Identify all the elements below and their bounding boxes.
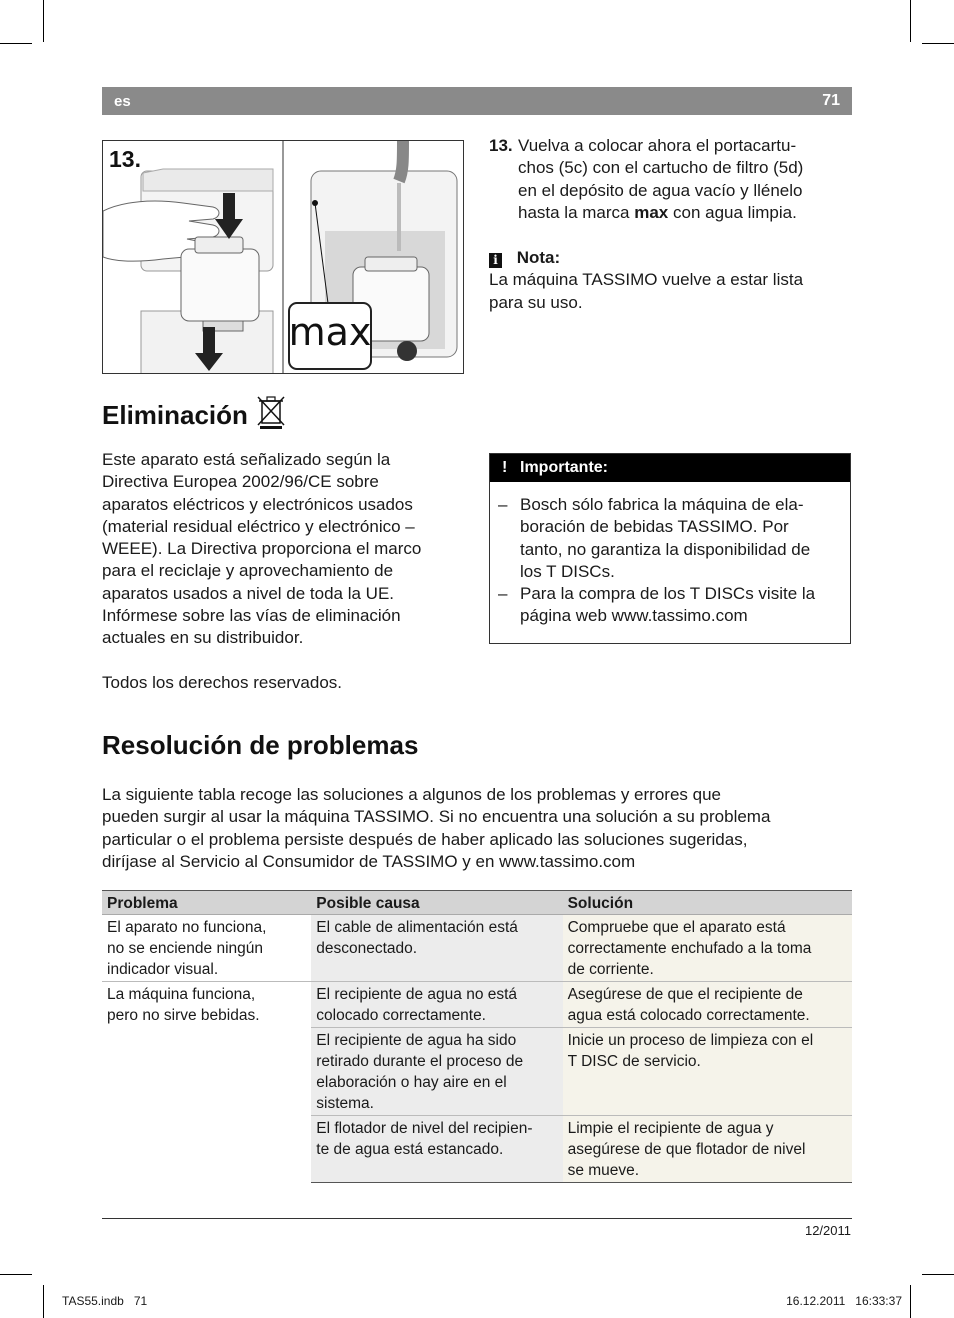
step-number: 13.: [489, 136, 513, 155]
troubleshooting-table: [102, 890, 852, 1183]
language-code: es: [114, 93, 131, 110]
crop-mark: [43, 1285, 44, 1318]
step-13-illustration: [102, 140, 464, 374]
cell-line: te de agua está estancado.: [316, 1141, 504, 1158]
note-title: Nota:: [516, 248, 561, 267]
troubleshooting-heading: [102, 730, 418, 761]
cell-line: El flotador de nivel del recipien-: [316, 1120, 533, 1137]
solution-cell: [563, 1028, 852, 1116]
cell-line: correctamente enchufado a la toma: [567, 940, 812, 957]
cell-line: agua está colocado correctamente.: [567, 1007, 810, 1024]
footer-timestamp: 16.12.2011 16:33:37: [786, 1294, 902, 1308]
paragraph-line: para el reciclaje y aprovechamiento de: [102, 561, 394, 581]
column-header: Posible causa: [311, 891, 562, 915]
weee-bin-icon: [256, 394, 286, 430]
cell-line: El recipiente de agua no está: [316, 986, 518, 1003]
paragraph-line: diríjase al Servicio al Consumidor de TASSIMO y en www.tassimo.com: [102, 851, 636, 871]
cause-cell: [311, 915, 562, 982]
crop-mark: [910, 0, 911, 42]
paragraph-line: WEEE). La Directiva proporciona el marco: [102, 539, 422, 559]
step-line: en el depósito de agua vacío y llénelo: [518, 180, 803, 200]
footer-divider: [102, 1218, 852, 1219]
paragraph-line: aparatos usados a nivel de toda la UE.: [102, 583, 395, 603]
max-mark-label: max: [288, 310, 372, 354]
filter-insertion-drawing: [103, 141, 464, 374]
note-line: para su uso.: [489, 292, 583, 312]
important-title: Importante:: [520, 459, 608, 476]
cell-line: sistema.: [316, 1095, 374, 1112]
cell-line: asegúrese de que flotador de nivel: [567, 1141, 806, 1158]
cell-line: de corriente.: [567, 961, 654, 978]
crop-mark: [910, 1285, 911, 1318]
item-line: Bosch sólo fabrica la máquina de ela-: [520, 495, 804, 514]
important-header: [490, 454, 850, 482]
footer-file: TAS55.indb 71: [62, 1294, 148, 1308]
disposal-text: [102, 449, 472, 650]
paragraph-line: actuales en su distribuidor.: [102, 628, 304, 648]
dash-bullet: –: [498, 495, 508, 514]
item-line: boración de bebidas TASSIMO. Por: [520, 517, 789, 537]
cell-line: T DISC de servicio.: [567, 1053, 701, 1070]
cause-cell: [311, 1028, 562, 1116]
dash-bullet: –: [498, 584, 508, 603]
crop-mark: [43, 0, 44, 42]
cell-line: El cable de alimentación está: [316, 919, 518, 936]
cell-line: Inicie un proceso de limpieza con el: [567, 1032, 814, 1049]
cell-line: no se enciende ningún: [107, 940, 263, 957]
item-line: los T DISCs.: [520, 561, 615, 581]
paragraph-line: Infórmese sobre las vías de eliminación: [102, 606, 401, 626]
cell-line: indicador visual.: [107, 961, 219, 978]
crop-mark: [922, 43, 954, 44]
troubleshooting-intro: [102, 784, 852, 873]
item-line: página web www.tassimo.com: [520, 606, 748, 626]
page-number: 71: [822, 92, 840, 109]
paragraph-line: particular o el problema persiste después de haber aplicado las soluciones sugeridas,: [102, 829, 748, 849]
cell-line: Limpie el recipiente de agua y: [567, 1120, 774, 1137]
step-label: 13.: [109, 146, 141, 172]
warning-icon: !: [502, 459, 508, 476]
crop-mark: [0, 43, 32, 44]
cell-line: Compruebe que el aparato está: [567, 919, 786, 936]
cause-cell: [311, 982, 562, 1028]
column-header: Problema: [102, 891, 311, 915]
info-icon: i: [489, 253, 502, 268]
paragraph-line: Este aparato está señalizado según la: [102, 450, 391, 469]
solution-cell: [563, 915, 852, 982]
table-row: [102, 915, 852, 982]
crop-mark: [922, 1274, 954, 1275]
solution-cell: [563, 982, 852, 1028]
section-title: Resolución de problemas: [102, 730, 419, 760]
note-line: La máquina TASSIMO vuelve a estar lista: [489, 270, 804, 290]
problem-cell: [102, 982, 311, 1183]
crop-mark: [0, 1274, 32, 1275]
cell-line: pero no sirve bebidas.: [107, 1007, 260, 1024]
problem-cell: [102, 915, 311, 982]
cell-line: elaboración o hay aire en el: [316, 1074, 507, 1091]
cell-line: desconectado.: [316, 940, 418, 957]
cause-cell: [311, 1116, 562, 1183]
step-line: chos (5c) con el cartucho de filtro (5d): [518, 158, 804, 178]
important-box: [489, 453, 851, 644]
cell-line: se mueve.: [567, 1162, 640, 1179]
paragraph-line: (material residual eléctrico y electrónico –: [102, 516, 415, 536]
footer-date: 12/2011: [804, 1223, 851, 1238]
important-item: [498, 583, 848, 628]
paragraph-line: Directiva Europea 2002/96/CE sobre: [102, 472, 379, 492]
important-item: [498, 494, 848, 584]
page-header: [102, 87, 852, 115]
paragraph-line: La siguiente tabla recoge las soluciones a algunos de los problemas y errores que: [102, 785, 721, 804]
step-line: Vuelva a colocar ahora el portacartu-: [518, 136, 797, 155]
item-line: Para la compra de los T DISCs visite la: [520, 584, 816, 603]
paragraph-line: pueden surgir al usar la máquina TASSIMO. Si no encuentra una solución a su problema: [102, 807, 771, 827]
step-line: con agua limpia.: [668, 202, 797, 222]
table-row: [102, 982, 852, 1028]
column-header: Solución: [563, 891, 852, 915]
step-line: hasta la marca: [518, 202, 635, 222]
cell-line: El recipiente de agua ha sido: [316, 1032, 517, 1049]
cell-line: colocado correctamente.: [316, 1007, 486, 1024]
cell-line: El aparato no funciona,: [107, 919, 267, 936]
table-header-row: [102, 891, 852, 915]
disposal-heading: [102, 394, 286, 431]
section-title: Eliminación: [102, 400, 248, 430]
rights-reserved: Todos los derechos reservados.: [102, 673, 343, 692]
max-keyword: max: [634, 202, 669, 222]
note-block: [489, 247, 851, 314]
paragraph-line: aparatos eléctricos y electrónicos usados: [102, 494, 413, 514]
item-line: tanto, no garantiza la disponibilidad de: [520, 539, 811, 559]
solution-cell: [563, 1116, 852, 1183]
cell-line: retirado durante el proceso de: [316, 1053, 524, 1070]
cell-line: Asegúrese de que el recipiente de: [567, 986, 803, 1003]
cell-line: La máquina funciona,: [107, 986, 256, 1003]
